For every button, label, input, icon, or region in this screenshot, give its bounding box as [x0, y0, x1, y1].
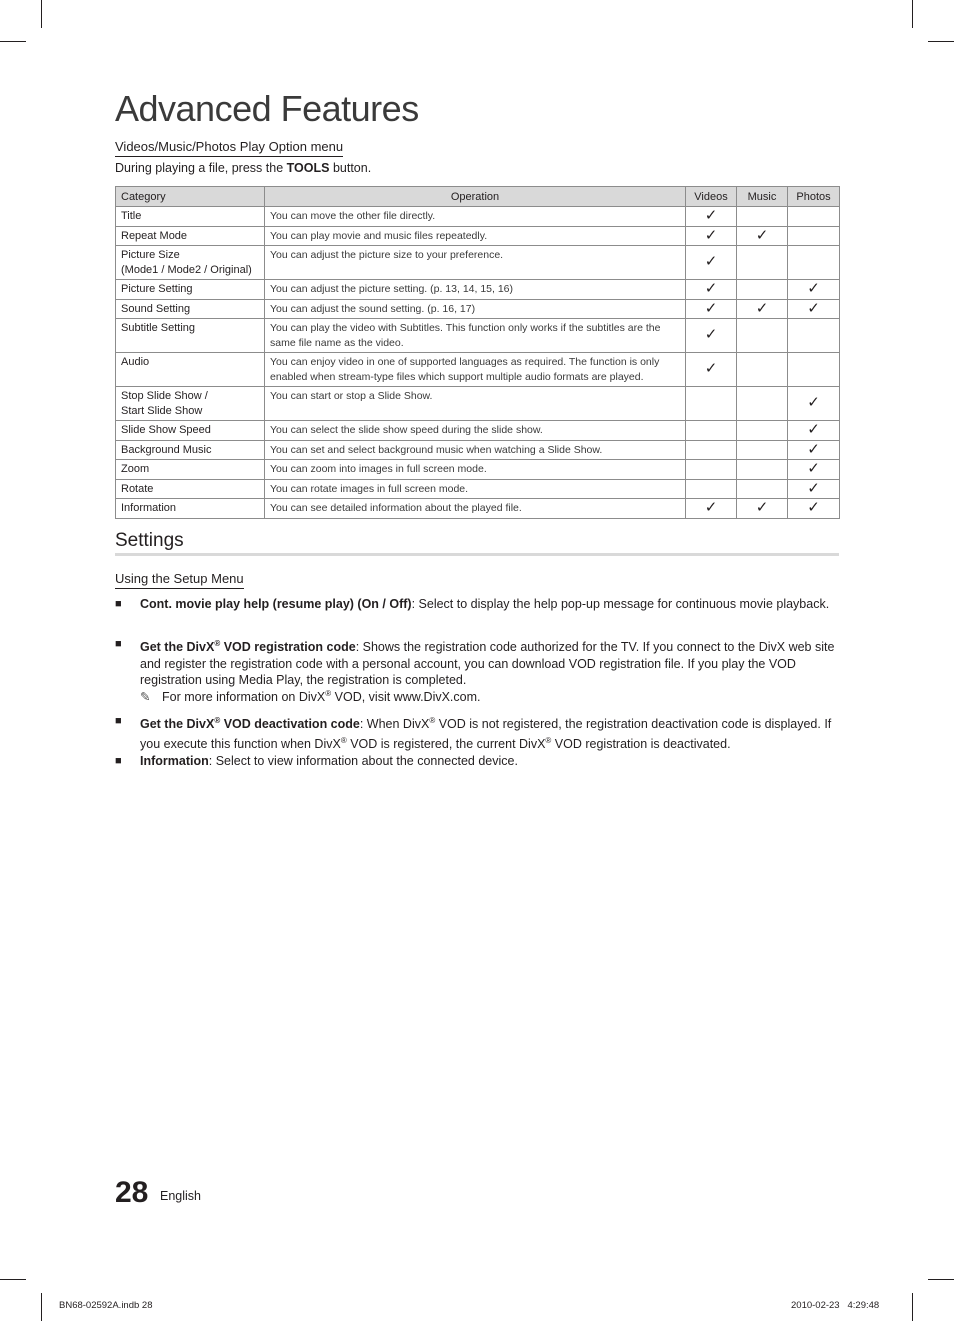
- crop-mark: [928, 41, 954, 42]
- videos-check-cell: ✓: [686, 207, 737, 227]
- table-row: [116, 479, 840, 499]
- music-check-cell: [737, 421, 788, 441]
- table-row: [116, 460, 840, 480]
- photos-check-cell: [788, 246, 840, 280]
- operation-cell: You can zoom into images in full screen mode.: [265, 460, 686, 480]
- play-option-heading: Videos/Music/Photos Play Option menu: [115, 139, 343, 157]
- operation-cell: You can move the other file directly.: [265, 207, 686, 227]
- play-option-intro: [115, 161, 371, 175]
- bullet-square-icon: ■: [115, 598, 122, 610]
- operation-cell: You can rotate images in full screen mode.: [265, 479, 686, 499]
- operation-cell: You can set and select background music when watching a Slide Show.: [265, 440, 686, 460]
- crop-mark: [41, 1293, 42, 1321]
- operation-cell: You can adjust the picture setting. (p. 13, 14, 15, 16): [265, 280, 686, 300]
- photos-check-cell: ✓: [788, 499, 840, 519]
- category-cell: Repeat Mode: [116, 226, 265, 246]
- photos-check-cell: ✓: [788, 299, 840, 319]
- operation-cell: You can start or stop a Slide Show.: [265, 387, 686, 421]
- category-cell: Picture Size (Mode1 / Mode2 / Original): [116, 246, 265, 280]
- item-label: [140, 640, 356, 654]
- list-item: [115, 713, 839, 752]
- photos-check-cell: ✓: [788, 280, 840, 300]
- videos-check-cell: [686, 479, 737, 499]
- column-header-photos: Photos: [788, 187, 840, 207]
- operation-cell: You can play movie and music files repeatedly.: [265, 226, 686, 246]
- category-cell: Zoom: [116, 460, 265, 480]
- tools-key-label: TOOLS: [286, 161, 330, 175]
- item-text: VOD is registered, the current DivX: [346, 736, 546, 751]
- crop-mark: [912, 0, 913, 28]
- photos-check-cell: [788, 319, 840, 353]
- item-text: : Select to display the help pop-up message for continuous movie playback.: [411, 597, 830, 611]
- photos-check-cell: ✓: [788, 479, 840, 499]
- videos-check-cell: ✓: [686, 499, 737, 519]
- category-cell: Subtitle Setting: [116, 319, 265, 353]
- videos-check-cell: [686, 460, 737, 480]
- operation-cell: You can see detailed information about the played file.: [265, 499, 686, 519]
- column-header-music: Music: [737, 187, 788, 207]
- music-check-cell: [737, 353, 788, 387]
- music-check-cell: [737, 319, 788, 353]
- item-text: VOD is not registered, the registration deactivation code is displayed. If you execute this function when DivX: [140, 717, 832, 751]
- divx-note: [140, 689, 481, 704]
- registered-mark: ®: [214, 716, 221, 725]
- item-text: : When DivX: [359, 717, 430, 732]
- table-row: [116, 421, 840, 441]
- list-item: [115, 636, 839, 689]
- table-row: [116, 207, 840, 227]
- crop-mark: [0, 1279, 26, 1280]
- table-row: [116, 246, 840, 280]
- table-row: [116, 319, 840, 353]
- operation-cell: You can enjoy video in one of supported languages as required. The function is only enabled when stream-type files which support multiple audio formats are played.: [265, 353, 686, 387]
- footer-file-info: BN68-02592A.indb 28: [59, 1300, 153, 1311]
- photos-check-cell: [788, 226, 840, 246]
- videos-check-cell: [686, 421, 737, 441]
- table-row: [116, 440, 840, 460]
- table-row: [116, 226, 840, 246]
- bullet-square-icon: ■: [115, 755, 122, 767]
- table-row: [116, 499, 840, 519]
- operation-cell: You can select the slide show speed during the slide show.: [265, 421, 686, 441]
- videos-check-cell: ✓: [686, 226, 737, 246]
- music-check-cell: ✓: [737, 499, 788, 519]
- column-header-category: Category: [116, 187, 265, 207]
- table-row: [116, 387, 840, 421]
- videos-check-cell: ✓: [686, 319, 737, 353]
- music-check-cell: [737, 479, 788, 499]
- item-text: : Select to view information about the connected device.: [208, 754, 518, 768]
- photos-check-cell: ✓: [788, 440, 840, 460]
- registered-mark: ®: [429, 716, 436, 725]
- music-check-cell: [737, 440, 788, 460]
- category-cell: Stop Slide Show / Start Slide Show: [116, 387, 265, 421]
- music-check-cell: ✓: [737, 299, 788, 319]
- music-check-cell: [737, 387, 788, 421]
- item-label: Cont. movie play help (resume play) (On / Off): [140, 597, 412, 611]
- videos-check-cell: [686, 387, 737, 421]
- operation-cell: You can adjust the sound setting. (p. 16, 17): [265, 299, 686, 319]
- table-row: [116, 280, 840, 300]
- item-text: VOD registration is deactivated.: [551, 736, 731, 751]
- registered-mark: ®: [214, 639, 221, 648]
- category-cell: Audio: [116, 353, 265, 387]
- videos-check-cell: ✓: [686, 246, 737, 280]
- registered-mark: ®: [545, 735, 552, 745]
- photos-check-cell: [788, 353, 840, 387]
- footer-timestamp: 2010-02-23 4:29:48: [791, 1300, 880, 1311]
- page-number: 28: [115, 1176, 149, 1209]
- videos-check-cell: ✓: [686, 299, 737, 319]
- settings-heading: Settings: [115, 530, 839, 556]
- column-header-videos: Videos: [686, 187, 737, 207]
- crop-mark: [912, 1293, 913, 1321]
- operation-cell: You can adjust the picture size to your preference.: [265, 246, 686, 280]
- item-text: : Shows the registration code authorized for the TV. If you connect to the DivX web site and register the registration code with a personal account, you can download VOD registration file. If you play the VOD registration using Media Play, the registration is completed.: [140, 640, 835, 688]
- pencil-note-icon: ✎: [140, 690, 151, 705]
- note-text: VOD, visit www.DivX.com.: [331, 690, 481, 705]
- videos-check-cell: [686, 440, 737, 460]
- label-part: VOD registration code: [220, 640, 356, 655]
- column-header-operation: Operation: [265, 187, 686, 207]
- label-part: Get the DivX: [140, 640, 215, 655]
- item-label: [140, 717, 360, 731]
- music-check-cell: [737, 460, 788, 480]
- category-cell: Information: [116, 499, 265, 519]
- music-check-cell: [737, 280, 788, 300]
- item-label: Information: [140, 754, 209, 768]
- list-item: [115, 753, 839, 770]
- play-option-table: [115, 186, 840, 519]
- music-check-cell: [737, 246, 788, 280]
- bullet-square-icon: ■: [115, 638, 122, 650]
- setup-menu-subheading: Using the Setup Menu: [115, 571, 244, 589]
- page-title: Advanced Features: [115, 88, 419, 129]
- page-language: English: [160, 1189, 201, 1203]
- videos-check-cell: ✓: [686, 280, 737, 300]
- photos-check-cell: ✓: [788, 421, 840, 441]
- intro-text: During playing a file, press the: [115, 161, 287, 175]
- table-header-row: [116, 187, 840, 207]
- category-cell: Sound Setting: [116, 299, 265, 319]
- registered-mark: ®: [340, 735, 347, 745]
- music-check-cell: ✓: [737, 226, 788, 246]
- category-cell: Slide Show Speed: [116, 421, 265, 441]
- category-cell: Picture Setting: [116, 280, 265, 300]
- photos-check-cell: [788, 207, 840, 227]
- intro-text: button.: [329, 161, 372, 175]
- music-check-cell: [737, 207, 788, 227]
- registered-mark: ®: [325, 689, 332, 698]
- crop-mark: [41, 0, 42, 28]
- category-cell: Background Music: [116, 440, 265, 460]
- label-part: VOD deactivation code: [220, 717, 360, 732]
- table-row: [116, 299, 840, 319]
- category-cell: Title: [116, 207, 265, 227]
- operation-cell: You can play the video with Subtitles. This function only works if the subtitles are the same file name as the video.: [265, 319, 686, 353]
- note-text: For more information on DivX: [162, 690, 326, 705]
- category-cell: Rotate: [116, 479, 265, 499]
- table-row: [116, 353, 840, 387]
- crop-mark: [928, 1279, 954, 1280]
- crop-mark: [0, 41, 26, 42]
- videos-check-cell: ✓: [686, 353, 737, 387]
- list-item: [115, 596, 839, 613]
- photos-check-cell: ✓: [788, 387, 840, 421]
- bullet-square-icon: ■: [115, 715, 122, 727]
- photos-check-cell: ✓: [788, 460, 840, 480]
- label-part: Get the DivX: [140, 717, 215, 732]
